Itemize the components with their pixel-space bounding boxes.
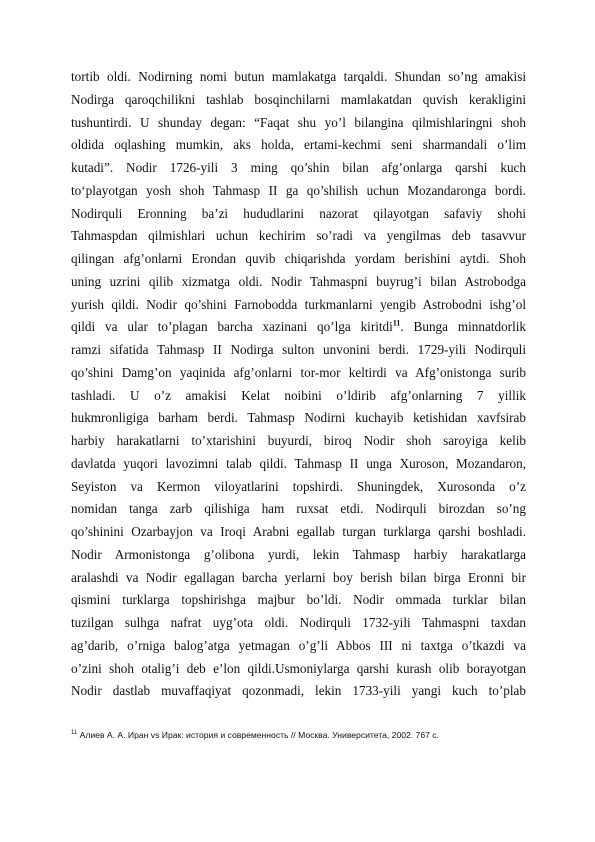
text-line: hukmronligiga barham berdi. Tahmasp Nodirni kuchayib ketishidan xavfsirab [71, 410, 526, 426]
text-line-with-footnote [71, 316, 526, 339]
footnote-reference[interactable]: 11 [392, 318, 401, 328]
text-line: yurish qildi. Nodir qo’shini Farnobodda turkmanlarni yengib Astrobodni ishg’ol [71, 296, 526, 312]
text-segment: . Bunga minnatdorlik [400, 319, 526, 335]
footnote-text: Алиев А. А. Иран vs Ирак: история и современность // Москва. Университета, 2002. 767 с. [77, 730, 439, 740]
document-body [71, 66, 526, 703]
text-line: o’zini shoh otalig’i deb e’lon qildi.Usmoniylarga qarshi kurash olib borayotgan [71, 660, 526, 676]
text-line: qo’shini Damg’on yaqinida afg’onlarni tor-mor keltirdi va Afg’onistonga surib [71, 364, 526, 380]
text-line: oldida oqlashing mumkin, aks holda, ertami-kechmi seni sharmandali o’lim [71, 137, 526, 153]
footnote [71, 729, 526, 741]
text-line: Seyiston va Kermon viloyatlarini topshirdi. Shuningdek, Xurosonda o’z [71, 478, 526, 494]
text-line: tushuntirdi. U shunday degan: “Faqat shu yo’l bilangina qilmishlaringni shoh [71, 114, 526, 130]
text-line: tashladi. U o’z amakisi Kelat noibini o’ldirib afg’onlarning 7 yillik [71, 387, 526, 403]
text-line: Nodirquli Eronning ba’zi hududlarini nazorat qilayotgan safaviy shohi [71, 205, 526, 221]
text-line: davlatda yuqori lavozimni talab qildi. Tahmasp II unga Xuroson, Mozandaron, [71, 455, 526, 471]
text-line: qismini turklarga topshirishga majbur bo’ldi. Nodir ommada turklar bilan [71, 592, 526, 608]
text-line: nomidan tanga zarb qilishiga ham ruxsat etdi. Nodirquli birozdan so’ng [71, 501, 526, 517]
text-line: qo’shinini Ozarbayjon va Iroqi Arabni egallab turgan turklarga qarshi boshladi. [71, 524, 526, 539]
text-line: Tahmaspdan qilmishlari uchun kechirim so’radi va yengilmas deb tasavvur [71, 228, 526, 244]
text-line: harbiy harakatlarni to’xtarishini buyurdi, biroq Nodir shoh saroyiga kelib [71, 433, 526, 448]
text-line: tortib oldi. Nodirning nomi butun mamlakatga tarqaldi. Shundan so’ng amakisi [71, 69, 526, 84]
footnote-number: 11 [71, 730, 78, 737]
text-line: Nodir Armonistonga g’olibona yurdi, lekin Tahmasp harbiy harakatlarga [71, 546, 526, 562]
text-line: ramzi sifatida Tahmasp II Nodirga sulton unvonini berdi. 1729-yili Nodirquli [71, 342, 526, 357]
text-line: qilingan afg’onlarni Erondan quvib chiqarishda yordam berishini aytdi. Shoh [71, 251, 526, 266]
text-line: tuzilgan sulhga nafrat uyg’ota oldi. Nodirquli 1732-yili Tahmaspni taxdan [71, 615, 526, 630]
text-line: kutadi”. Nodir 1726-yili 3 ming qo’shin bilan afg’onlarga qarshi kuch [71, 160, 526, 175]
text-line: aralashdi va Nodir egallagan barcha yerlarni boy berish bilan birga Eronni bir [71, 569, 526, 585]
text-line: to‘playotgan yosh shoh Tahmasp II ga qo’shilish uchun Mozandaronga bordi. [71, 182, 526, 198]
text-line: uning uzrini qilib xizmatga oldi. Nodir Tahmaspni buyrug’i bilan Astrobodga [71, 273, 526, 289]
text-line: ag’darib, o’rniga balog’atga yetmagan o’g’li Abbos III ni taxtga o’tkazdi va [71, 637, 526, 653]
text-line: Nodirga qaroqchilikni tashlab bosqinchilarni mamlakatdan quvish kerakligini [71, 91, 526, 107]
text-line: Nodir dastlab muvaffaqiyat qozonmadi, lekin 1733-yili yangi kuch to’plab [71, 683, 526, 699]
text-segment: qildi va ular to’plagan barcha xazinani qo’lga kiritdi [71, 319, 393, 335]
